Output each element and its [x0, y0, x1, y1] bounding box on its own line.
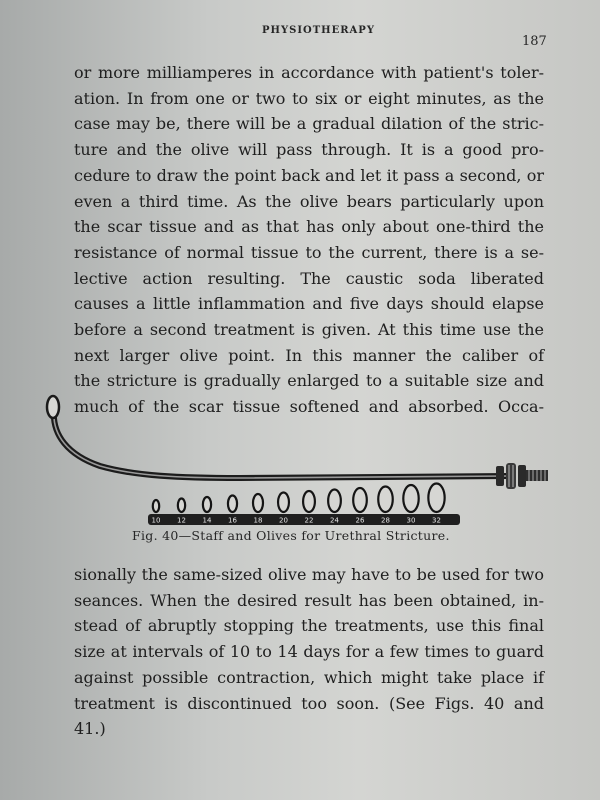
- olive-size-label: 22: [304, 516, 314, 525]
- staff-tip: [47, 396, 59, 418]
- olive-12: [178, 499, 185, 513]
- staff-connector: [496, 463, 548, 489]
- text-line: ation. In from one or two to six or eight minutes, as the: [74, 88, 544, 108]
- olive-18: [253, 494, 263, 512]
- olive-size-label: 12: [177, 516, 186, 525]
- staff-highlight: [54, 410, 510, 478]
- text-line: much of the scar tissue softened and absorbed. Occa-: [74, 397, 544, 417]
- olive-size-label: 30: [406, 516, 416, 525]
- paragraph-after-figure: [74, 562, 544, 742]
- olive-14: [203, 497, 211, 512]
- paragraph-before-figure: [74, 60, 544, 420]
- figure-caption: Fig. 40—Staff and Olives for Urethral Stricture.: [132, 528, 450, 543]
- text-line: cedure to draw the point back and let it pass a second, or: [74, 165, 544, 185]
- olive-16: [228, 496, 237, 513]
- olive-10: [153, 500, 159, 512]
- olive-20: [278, 493, 289, 513]
- text-line: next larger olive point. In this manner the caliber of: [74, 345, 544, 365]
- olive-size-label: 10: [151, 516, 161, 525]
- text-line: even a third time. As the olive bears particularly upon: [74, 191, 544, 211]
- olive-size-label: 16: [228, 516, 237, 525]
- text-line: size at intervals of 10 to 14 days for a few times to guard: [74, 642, 544, 662]
- text-line: against possible contraction, which might take place if: [74, 667, 544, 687]
- urethral-staff: [47, 396, 548, 489]
- olive-size-label: 26: [355, 516, 365, 525]
- olive-32: [428, 484, 444, 513]
- olive-24: [328, 490, 341, 513]
- text-line: or more milliamperes in accordance with patient's toler-: [74, 63, 544, 82]
- olive-30: [403, 485, 418, 512]
- text-line: case may be, there will be a gradual dilation of the stric-: [74, 114, 544, 134]
- text-line: before a second treatment is given. At this time use the: [74, 320, 544, 340]
- text-line: the scar tissue and as that has only about one-third the: [74, 217, 544, 237]
- text-line: sionally the same-sized olive may have to be used for two: [74, 565, 544, 584]
- text-line: seances. When the desired result has been obtained, in-: [74, 590, 544, 610]
- text-line: lective action resulting. The caustic soda liberated: [74, 268, 544, 288]
- olive-size-label: 24: [330, 516, 339, 525]
- running-head: PHYSIOTHERAPY: [262, 25, 375, 36]
- text-line: stead of abruptly stopping the treatments, use this final: [74, 616, 544, 636]
- text-line: 41.): [74, 719, 106, 739]
- text-line: ture and the olive will pass through. It is a good pro-: [74, 140, 544, 160]
- text-line: the stricture is gradually enlarged to a suitable size and: [74, 371, 544, 391]
- olive-26: [353, 488, 367, 512]
- olive-size-label: 28: [381, 516, 390, 525]
- olive-28: [378, 487, 393, 513]
- text-line: causes a little inflammation and five days should elapse: [74, 294, 544, 314]
- staff-shaft: [54, 410, 510, 478]
- page-number: 187: [522, 34, 547, 49]
- olive-size-label: 20: [279, 516, 288, 525]
- text-line: treatment is discontinued too soon. (See Figs. 40 and: [74, 693, 544, 713]
- olive-size-label: 18: [253, 516, 263, 525]
- olive-22: [303, 491, 315, 512]
- olive-size-label: 14: [202, 516, 212, 525]
- olive-size-label: 32: [432, 516, 441, 525]
- olive-set: [148, 484, 460, 526]
- text-line: resistance of normal tissue to the current, there is a se-: [74, 242, 544, 262]
